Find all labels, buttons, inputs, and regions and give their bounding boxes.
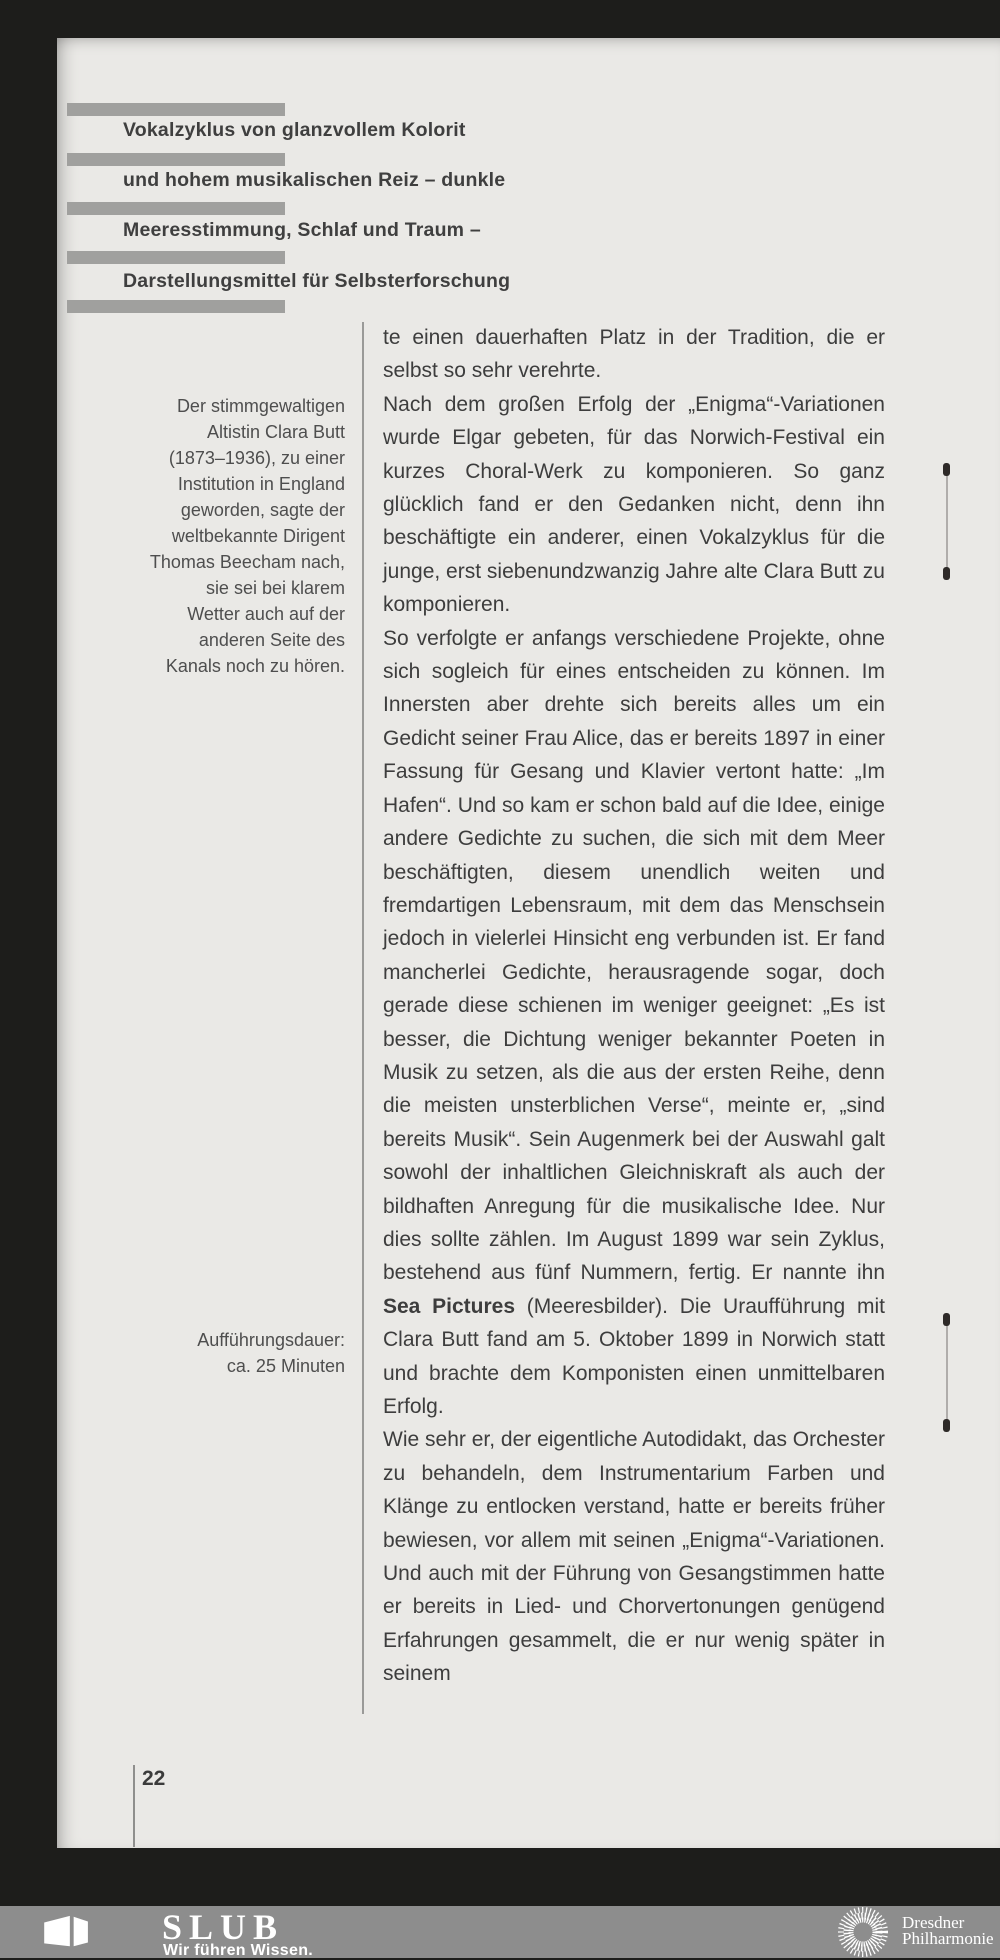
headline-bar bbox=[67, 153, 285, 166]
staple-end bbox=[943, 463, 950, 476]
footer-bar bbox=[0, 1906, 1000, 1958]
slub-tagline: Wir führen Wissen. bbox=[163, 1942, 314, 1959]
open-book-icon bbox=[42, 1913, 92, 1951]
philharmonie-name-line1: Dresdner bbox=[902, 1913, 965, 1932]
headline-bar bbox=[67, 300, 285, 313]
margin-note-duration: Aufführungsdauer: ca. 25 Minuten bbox=[197, 1330, 345, 1376]
staple-end bbox=[943, 1313, 950, 1326]
philharmonie-name-line2: Philharmonie bbox=[902, 1929, 994, 1948]
headline-line-2: und hohem musikalischen Reiz – dunkle bbox=[123, 169, 506, 191]
staple-end bbox=[943, 1419, 950, 1432]
staple-mark bbox=[943, 1313, 950, 1432]
page-number: 22 bbox=[142, 1767, 166, 1790]
scanned-page bbox=[57, 38, 1000, 1848]
staple-wire bbox=[946, 1321, 948, 1424]
staple-mark bbox=[943, 463, 950, 580]
margin-note-clara-butt: Der stimmgewaltigen Altistin Clara Butt (1873–1936), zu einer Institution in England geworden, sagte der weltbekannte Dirigent Thomas Beecham nach, sie sei bei klarem Wetter auch auf der anderen Seite des Kanals noch zu hören. bbox=[149, 396, 345, 676]
body-text: te einen dauerhaften Platz in der Tradition, die er selbst so sehr verehrte. Nach dem großen Erfolg der „Enigma“-Variationen wurde Elgar gebeten, für das Norwich-Festival ein kurzes Choral-Werk zu komponieren. So ganz glücklich fand er den Gedanken nicht, denn ihn beschäftigte ein anderer, einen Vokalzyklus für die junge, erst siebenundzwanzig Jahre alte Clara Butt zu komponieren. So verfolgte er anfangs verschiedene Projekte, ohne sich sogleich für eines entscheiden zu können. Im Innersten aber drehte sich bereits alles um ein Gedicht seiner Frau Alice, das er bereits 1897 in einer Fassung für Gesang und Klavier vertont hatte: „Im Hafen“. Und so kam er schon bald auf die Idee, einige andere Gedichte zu suchen, die sich mit dem Meer beschäftigten, diesem unendlich weiten und fremdartigen Lebensraum, mit dem das Menschsein jedoch in vielerlei Hinsicht eng verbunden ist. Er fand mancherlei Gedichte, herausragende sogar, doch gerade diese schienen im weniger geeignet: „Es ist besser, die Dichtung weniger bekannter Poeten in Musik zu setzen, als die aus der ersten Reihe, denn die meisten unsterblichen Verse“, meinte er, „sind bereits Musik“. Sein Augenmerk bei der Auswahl galt sowohl der inhaltlichen Gleichniskraft als auch der bildhaften Anregung für die musikalische Idee. Nur dies sollte zählen. Im August 1899 war sein Zyklus, bestehend aus fünf Nummern, fertig. Er nannte ihn Sea Pictures (Meeresbilder). Die Uraufführung mit Clara Butt fand am 5. Oktober 1899 in Norwich statt und brachte dem Komponisten einen unmittelbaren Erfolg. Wie sehr er, der eigentliche Autodidakt, das Orchester zu behandeln, dem Instrumentarium Farben und Klänge zu entlocken verstand, hatte er bereits früher bewiesen, vor allem mit seinen „Enigma“-Variationen. Und auch mit der Führung von Gesangstimmen hatte er bereits in Lied- und Chorvertonungen genügend Erfahrungen gesammelt, die er nur wenig später in seinem bbox=[383, 326, 885, 1686]
headline-bar bbox=[67, 103, 285, 116]
headline-bar bbox=[67, 202, 285, 215]
headline-line-4: Darstellungsmittel für Selbsterforschung bbox=[123, 270, 511, 292]
staple-wire bbox=[946, 471, 948, 572]
column-divider bbox=[362, 322, 364, 1714]
headline-line-3: Meeresstimmung, Schlaf und Traum – bbox=[123, 219, 481, 241]
page-number-rule bbox=[133, 1765, 135, 1847]
headline-bar bbox=[67, 251, 285, 264]
slub-wordmark: SLUB bbox=[162, 1907, 285, 1947]
starburst-icon bbox=[836, 1906, 890, 1958]
staple-end bbox=[943, 567, 950, 580]
headline-line-1: Vokalzyklus von glanzvollem Kolorit bbox=[123, 119, 466, 141]
